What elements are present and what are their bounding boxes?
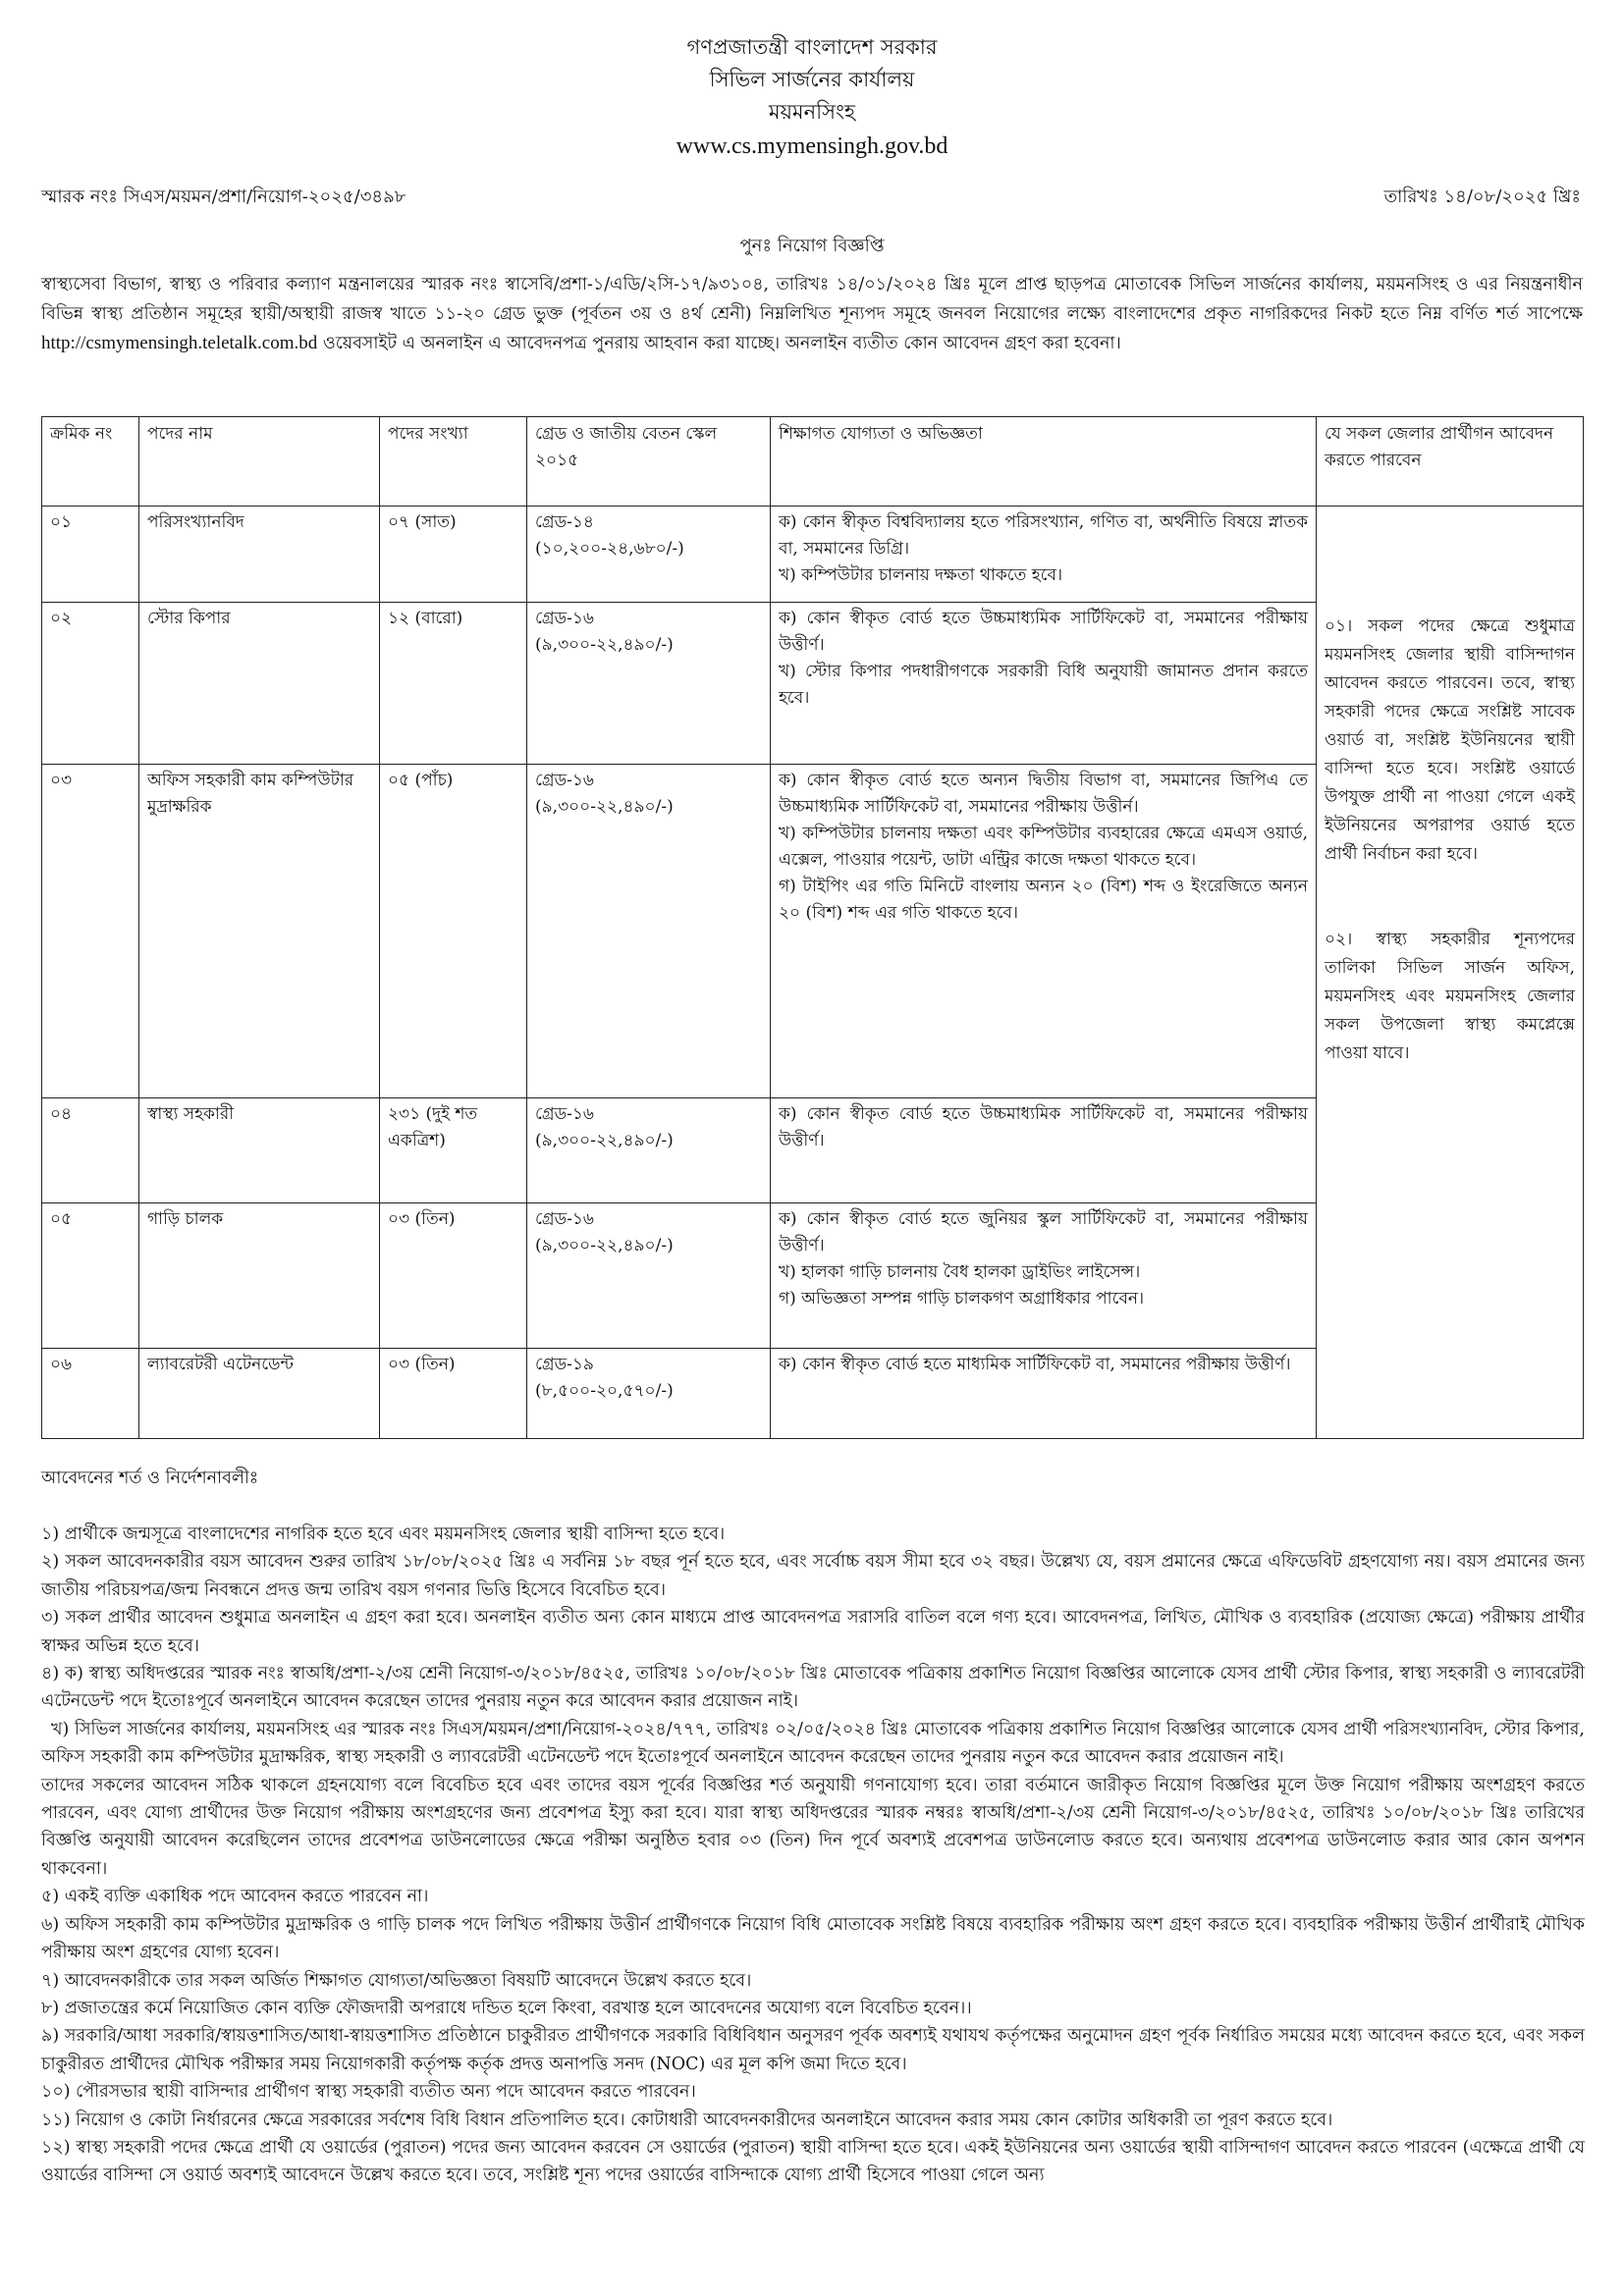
- conditions-list: [41, 1521, 1585, 2190]
- row-post: পরিসংখ্যানবিদ: [139, 507, 380, 603]
- condition-item: ৫) একই ব্যক্তি একাধিক পদে আবেদন করতে পারবেন না।: [41, 1887, 429, 1907]
- grade-label: গ্রেড-১৬: [535, 771, 594, 790]
- row-post: স্বাস্থ্য সহকারী: [139, 1098, 380, 1203]
- eligibility-note-1: ০১। সকল পদের ক্ষেত্রে শুধুমাত্র ময়মনসিংহ জেলার স্থায়ী বাসিন্দাগন আবেদন করতে পারবেন। তবে, স্বাস্থ্য সহকারী পদের ক্ষেত্রে সংশ্লিষ্ট সাবেক ওয়ার্ড বা, সংশ্লিষ্ট ইউনিয়নের স্থায়ী বাসিন্দা হতে হবে। সংশ্লিষ্ট ওয়ার্ডে উপযুক্ত প্রার্থী না পাওয়া গেলে একই ইউনিয়নের অপরাপর ওয়ার্ড হতে প্রার্থী নির্বাচন করা হবে।: [1325, 616, 1575, 864]
- issue-date: তারিখঃ ১৪/০৮/২০২৫ খ্রিঃ: [1383, 187, 1581, 207]
- header-grade: গ্রেড ও জাতীয় বেতন স্কেল ২০১৫: [527, 417, 771, 507]
- qualification-item: খ) হালকা গাড়ি চালনায় বৈধ হালকা ড্রাইভিং লাইসেন্স।: [779, 1262, 1141, 1282]
- vacancy-table: [41, 416, 1584, 1439]
- row-count: ০৩ (তিন): [380, 1203, 527, 1349]
- condition-item: ৪) ক) স্বাস্থ্য অধিদপ্তরের স্মারক নংঃ স্বাঅধি/প্রশা-২/৩য় শ্রেনী নিয়োগ-৩/২০১৮/৪৫২৫, তারিখঃ ১০/০৮/২০১৮ খ্রিঃ মোতাবেক পত্রিকায় প্রকাশিত নিয়োগ বিজ্ঞপ্তির আলোকে যেসব প্রার্থী স্টোর কিপার, স্বাস্থ্য সহকারী ও ল্যাবরেটরী এটেনডেন্ট পদে ইতোঃপূর্বে অনলাইনে আবেদন করেছেন তাদের পুনরায় নতুন করে আবেদন করার প্রয়োজন নাই।: [41, 1664, 1585, 1712]
- qualification-item: গ) অভিজ্ঞতা সম্পন্ন গাড়ি চালকগণ অগ্রাধিকার পাবেন।: [779, 1289, 1145, 1308]
- row-count: ০৩ (তিন): [380, 1349, 527, 1439]
- row-post: গাড়ি চালক: [139, 1203, 380, 1349]
- row-qualification: [771, 765, 1317, 1098]
- row-count: ০৭ (সাত): [380, 507, 527, 603]
- conditions-heading: আবেদনের শর্ত ও নির্দেশনাবলীঃ: [41, 1468, 259, 1488]
- row-post: অফিস সহকারী কাম কম্পিউটার মুদ্রাক্ষরিক: [139, 765, 380, 1098]
- pay-scale: (১০,২০০-২৪,৬৮০/-): [535, 539, 684, 559]
- row-qualification: [771, 507, 1317, 603]
- qualification-item: ক) কোন স্বীকৃত বোর্ড হতে উচ্চমাধ্যমিক সার্টিফিকেট বা, সমমানের পরীক্ষায় উত্তীর্ণ।: [779, 1104, 1308, 1150]
- qualification-item: খ) কম্পিউটার চালনায় দক্ষতা এবং কম্পিউটার ব্যবহারের ক্ষেত্রে এমএস ওয়ার্ড, এক্সেল, পাওয়ার পয়েন্ট, ডাটা এন্ট্রির কাজে দক্ষতা থাকতে হবে।: [779, 824, 1308, 870]
- header-post: পদের নাম: [139, 417, 380, 507]
- qualification-item: ক) কোন স্বীকৃত বিশ্ববিদ্যালয় হতে পরিসংখ্যান, গণিত বা, অর্থনীতি বিষয়ে স্নাতক বা, সমমানের ডিগ্রি।: [779, 512, 1308, 559]
- row-post: ল্যাবরেটরী এটেনডেন্ট: [139, 1349, 380, 1439]
- grade-label: গ্রেড-১৬: [535, 1104, 594, 1124]
- row-post: স্টোর কিপার: [139, 603, 380, 765]
- qualification-item: ক) কোন স্বীকৃত বোর্ড হতে জুনিয়র স্কুল সার্টিফিকেট বা, সমমানের পরীক্ষায় উত্তীর্ণ।: [779, 1209, 1308, 1255]
- condition-item: ১২) স্বাস্থ্য সহকারী পদের ক্ষেত্রে প্রার্থী যে ওয়ার্ডের (পুরাতন) পদের জন্য আবেদন করবেন সে ওয়ার্ডের (পুরাতন) স্থায়ী বাসিন্দা হতে হবে। একই ইউনিয়নের অন্য ওয়ার্ডের স্থায়ী বাসিন্দাগণ আবেদন করতে পারবেন (এক্ষেত্রে প্রার্থী যে ওয়ার্ডের বাসিন্দা সে ওয়ার্ড অবশ্যই আবেদনে উল্লেখ করতে হবে। তবে, সংশ্লিষ্ট শূন্য পদের ওয়ার্ডের বাসিন্দাকে যোগ্য প্রার্থী হিসেবে পাওয়া গেলে অন্য: [41, 2137, 1585, 2186]
- condition-item: তাদের সকলের আবেদন সঠিক থাকলে গ্রহনযোগ্য বলে বিবেচিত হবে এবং তাদের বয়স পূর্বের বিজ্ঞপ্তির শর্ত অনুযায়ী গণনাযোগ্য হবে। তারা বর্তমানে জারীকৃত নিয়োগ বিজ্ঞপ্তির মূলে উক্ত নিয়োগ পরীক্ষায় অংশগ্রহণ করতে পারবেন, এবং যোগ্য প্রার্থীদের উক্ত নিয়োগ পরীক্ষায় অংশগ্রহণের জন্য প্রবেশপত্র ইস্যু করা হবে। যারা স্বাস্থ্য অধিদপ্তরের স্মারক নম্বরঃ স্বাঅধি/প্রশা-২/৩য় শ্রেনী নিয়োগ-৩/২০১৮/৪৫২৫, তারিখঃ ১০/০৮/২০১৮ খ্রিঃ তারিখের বিজ্ঞপ্তি অনুযায়ী আবেদন করেছিলেন তাদের প্রবেশপত্র ডাউনলোডের ক্ষেত্রে পরীক্ষা অনুষ্ঠিত হবার ০৩ (তিন) দিন পূর্বে অবশ্যই প্রবেশপত্র ডাউনলোড করতে হবে। অন্যথায় প্রবেশপত্র ডাউনলোড করার আর কোন অপশন থাকবেনা।: [41, 1775, 1585, 1879]
- notice-title: পুনঃ নিয়োগ বিজ্ঞপ্তি: [739, 236, 885, 256]
- pay-scale: (৯,৩০০-২২,৪৯০/-): [535, 1131, 674, 1150]
- table-header-row: [42, 417, 1584, 507]
- row-qualification: [771, 1203, 1317, 1349]
- header-serial: ক্রমিক নং: [42, 417, 139, 507]
- row-grade: [527, 507, 771, 603]
- row-count: ২৩১ (দুই শত একত্রিশ): [380, 1098, 527, 1203]
- row-grade: [527, 603, 771, 765]
- row-grade: [527, 765, 771, 1098]
- pay-scale: (৮,৫০০-২০,৫৭০/-): [535, 1381, 674, 1401]
- row-qualification: [771, 1098, 1317, 1203]
- pay-scale: (৯,৩০০-২২,৪৯০/-): [535, 635, 674, 655]
- row-serial: ০৫: [42, 1203, 139, 1349]
- condition-item: ১০) পৌরসভার স্থায়ী বাসিন্দার প্রার্থীগণ স্বাস্থ্য সহকারী ব্যতীত অন্য পদে আবেদন করতে পারবেন।: [41, 2082, 696, 2103]
- condition-item: ১) প্রার্থীকে জন্মসূত্রে বাংলাদেশের নাগরিক হতে হবে এবং ময়মনসিংহ জেলার স্থায়ী বাসিন্দা হতে হবে।: [41, 1524, 726, 1544]
- row-serial: ০৬: [42, 1349, 139, 1439]
- row-serial: ০১: [42, 507, 139, 603]
- qualification-item: ক) কোন স্বীকৃত বোর্ড হতে উচ্চমাধ্যমিক সার্টিফিকেট বা, সমমানের পরীক্ষায় উত্তীর্ণ।: [779, 609, 1308, 655]
- qualification-item: খ) কম্পিউটার চালনায় দক্ষতা থাকতে হবে।: [779, 565, 1063, 585]
- grade-label: গ্রেড-১৯: [535, 1355, 594, 1374]
- condition-item: ১১) নিয়োগ ও কোটা নির্ধারনের ক্ষেত্রে সরকারের সর্বশেষ বিধি বিধান প্রতিপালিত হবে। কোটাধারী আবেদনকারীদের অনলাইনে আবেদন করার সময় কোন কোটার অধিকারী তা পূরণ করতে হবে।: [41, 2109, 1333, 2130]
- qualification-item: ক) কোন স্বীকৃত বোর্ড হতে মাধ্যমিক সার্টিফিকেট বা, সমমানের পরীক্ষায় উত্তীর্ণ।: [779, 1355, 1291, 1374]
- eligibility-note-2: ০২। স্বাস্থ্য সহকারীর শূন্যপদের তালিকা সিভিল সার্জন অফিস, ময়মনসিংহ এবং ময়মনসিংহ জেলার সকল উপজেলা স্বাস্থ্য কমপ্লেক্সে পাওয়া যাবে।: [1325, 930, 1575, 1063]
- row-serial: ০৩: [42, 765, 139, 1098]
- qualification-item: খ) স্টোর কিপার পদধারীগণকে সরকারী বিধি অনুযায়ী জামানত প্রদান করতে হবে।: [779, 662, 1308, 708]
- grade-label: গ্রেড-১৬: [535, 1209, 594, 1229]
- grade-label: গ্রেড-১৪: [535, 512, 594, 532]
- row-grade: [527, 1203, 771, 1349]
- row-qualification: [771, 1349, 1317, 1439]
- condition-item: ৬) অফিস সহকারী কাম কম্পিউটার মুদ্রাক্ষরিক ও গাড়ি চালক পদে লিখিত পরীক্ষায় উত্তীর্ন প্রার্থীগণকে নিয়োগ বিধি মোতাবেক সংশ্লিষ্ট বিষয়ে ব্যবহারিক পরীক্ষায় অংশ গ্রহণ করতে হবে। ব্যবহারিক পরীক্ষায় উত্তীর্ন প্রার্থীরাই মৌখিক পরীক্ষায় অংশ গ্রহণের যোগ্য হবেন।: [41, 1914, 1585, 1963]
- grade-label: গ্রেড-১৬: [535, 609, 594, 628]
- row-qualification: [771, 603, 1317, 765]
- pay-scale: (৯,৩০০-২২,৪৯০/-): [535, 797, 674, 817]
- header-districts: যে সকল জেলার প্রার্থীগন আবেদন করতে পারবেন: [1317, 417, 1584, 507]
- office-name: সিভিল সার্জনের কার্যালয়: [709, 68, 915, 91]
- intro-paragraph: [41, 270, 1583, 358]
- condition-item: ২) সকল আবেদনকারীর বয়স আবেদন শুরুর তারিখ ১৮/০৮/২০২৫ খ্রিঃ এ সর্বনিম্ন ১৮ বছর পূর্ন হতে হবে, এবং সর্বোচ্চ বয়স সীমা হবে ৩২ বছর। উল্লেখ্য যে, বয়স প্রমানের ক্ষেত্রে এফিডেবিট গ্রহণযোগ্য নয়। বয়স প্রমানের জন্য জাতীয় পরিচয়পত্র/জন্ম নিবন্ধনে প্রদত্ত জন্ম তারিখ বয়স গণনার ভিত্তি হিসেবে বিবেচিত হবে।: [41, 1552, 1585, 1600]
- pay-scale: (৯,৩০০-২২,৪৯০/-): [535, 1236, 674, 1255]
- memo-number: স্মারক নংঃ সিএস/ময়মন/প্রশা/নিয়োগ-২০২৫/৩৪৯৮: [41, 187, 406, 207]
- intro-text-1: স্বাস্থ্যসেবা বিভাগ, স্বাস্থ্য ও পরিবার কল্যাণ মন্ত্রনালয়ের স্মারক নংঃ স্বাসেবি/প্রশা-১/এডি/২সি-১৭/৯৩১০৪, তারিখঃ ১৪/০১/২০২৪ খ্রিঃ মূলে প্রাপ্ত ছাড়পত্র মোতাবেক সিভিল সার্জনের কার্যালয়, ময়মনসিংহ ও এর নিয়ন্ত্রনাধীন বিভিন্ন স্বাস্থ্য প্রতিষ্ঠান সমূহের স্থায়ী/অস্থায়ী রাজস্ব খাতে ১১-২০ গ্রেড ভুক্ত (পূর্বতন ৩য় ও ৪র্থ শ্রেনী) নিম্নলিখিত শূন্যপদ সমূহে জনবল নিয়োগের লক্ষ্যে বাংলাদেশের প্রকৃত নাগরিকদের নিকট হতে নিম্ন বর্ণিত শর্ত সাপেক্ষে: [41, 275, 1583, 324]
- condition-item: ৭) আবেদনকারীকে তার সকল অর্জিত শিক্ষাগত যোগ্যতা/অভিজ্ঞতা বিষয়টি আবেদনে উল্লেখ করতে হবে।: [41, 1970, 752, 1991]
- row-grade: [527, 1349, 771, 1439]
- condition-item: ৯) সরকারি/আধা সরকারি/স্বায়ত্তশাসিত/আধা-স্বায়ত্তশাসিত প্রতিষ্ঠানে চাকুরীরত প্রার্থীগণকে সরকারি বিধিবিধান অনুসরণ পূর্বক অবশ্যই যথাযথ কর্তৃপক্ষের অনুমোদন গ্রহণ পূর্বক নির্ধারিত সময়ের মধ্যে আবেদন করতে হবে, এবং সকল চাকুরীরত প্রার্থীদের মৌখিক পরীক্ষার সময় নিয়োগকারী কর্তৃপক্ষ কর্তৃক প্রদত্ত অনাপত্তি সনদ (NOC) এর মূল কপি জমা দিতে হবে।: [41, 2026, 1585, 2074]
- intro-text-2: ওয়েবসাইট এ অনলাইন এ আবেদনপত্র পুনরায় আহবান করা যাচ্ছে। অনলাইন ব্যতীত কোন আবেদন গ্রহণ করা হবেনা।: [322, 334, 1121, 353]
- row-serial: ০২: [42, 603, 139, 765]
- row-serial: ০৪: [42, 1098, 139, 1203]
- letterhead: [0, 35, 1624, 165]
- row-count: ০৫ (পাঁচ): [380, 765, 527, 1098]
- eligibility-cell: [1317, 507, 1584, 1439]
- row-grade: [527, 1098, 771, 1203]
- header-qualification: শিক্ষাগত যোগ্যতা ও অভিজ্ঞতা: [771, 417, 1317, 507]
- row-count: ১২ (বারো): [380, 603, 527, 765]
- qualification-item: গ) টাইপিং এর গতি মিনিটে বাংলায় অন্যন ২০ (বিশ) শব্দ ও ইংরেজিতে অন্যন ২০ (বিশ) শব্দ এর গতি থাকতে হবে।: [779, 877, 1308, 923]
- condition-item: খ) সিভিল সার্জনের কার্যালয়, ময়মনসিংহ এর স্মারক নংঃ সিএস/ময়মন/প্রশা/নিয়োগ-২০২৪/৭৭৭, তারিখঃ ০২/০৫/২০২৪ খ্রিঃ মোতাবেক পত্রিকায় প্রকাশিত নিয়োগ বিজ্ঞপ্তির আলোকে যেসব প্রার্থী পরিসংখ্যানবিদ, স্টোর কিপার, অফিস সহকারী কাম কম্পিউটার মুদ্রাক্ষরিক, স্বাস্থ্য সহকারী ও ল্যাবরেটরী এটেনডেন্ট পদে ইতোঃপূর্বে অনলাইনে আবেদন করেছেন তাদের পুনরায় নতুন করে আবেদন করার প্রয়োজন নাই।: [41, 1719, 1585, 1768]
- office-website[interactable]: www.cs.mymensingh.gov.bd: [676, 133, 948, 159]
- govt-name: গণপ্রজাতন্ত্রী বাংলাদেশ সরকার: [686, 35, 938, 59]
- application-url[interactable]: http://csmymensingh.teletalk.com.bd: [41, 333, 318, 353]
- header-count: পদের সংখ্যা: [380, 417, 527, 507]
- condition-item: ৩) সকল প্রার্থীর আবেদন শুধুমাত্র অনলাইন এ গ্রহণ করা হবে। অনলাইন ব্যতীত অন্য কোন মাধ্যমে প্রাপ্ত আবেদনপত্র সরাসরি বাতিল বলে গণ্য হবে। আবেদনপত্র, লিখিত, মৌখিক ও ব্যবহারিক (প্রযোজ্য ক্ষেত্রে) পরীক্ষায় প্রার্থীর স্বাক্ষর অভিন্ন হতে হবে।: [41, 1608, 1585, 1656]
- office-location: ময়মনসিংহ: [768, 100, 856, 124]
- condition-item: ৮) প্রজাতন্ত্রের কর্মে নিয়োজিত কোন ব্যক্তি ফৌজদারী অপরাধে দন্ডিত হলে কিংবা, বরখাস্ত হলে আবেদনের অযোগ্য বলে বিবেচিত হবেন।।: [41, 1998, 972, 2018]
- table-row: [42, 507, 1584, 603]
- qualification-item: ক) কোন স্বীকৃত বোর্ড হতে অন্যন দ্বিতীয় বিভাগ বা, সমমানের জিপিএ তে উচ্চমাধ্যমিক সার্টিফিকেট বা, সমমানের পরীক্ষায় উত্তীর্ন।: [779, 771, 1308, 817]
